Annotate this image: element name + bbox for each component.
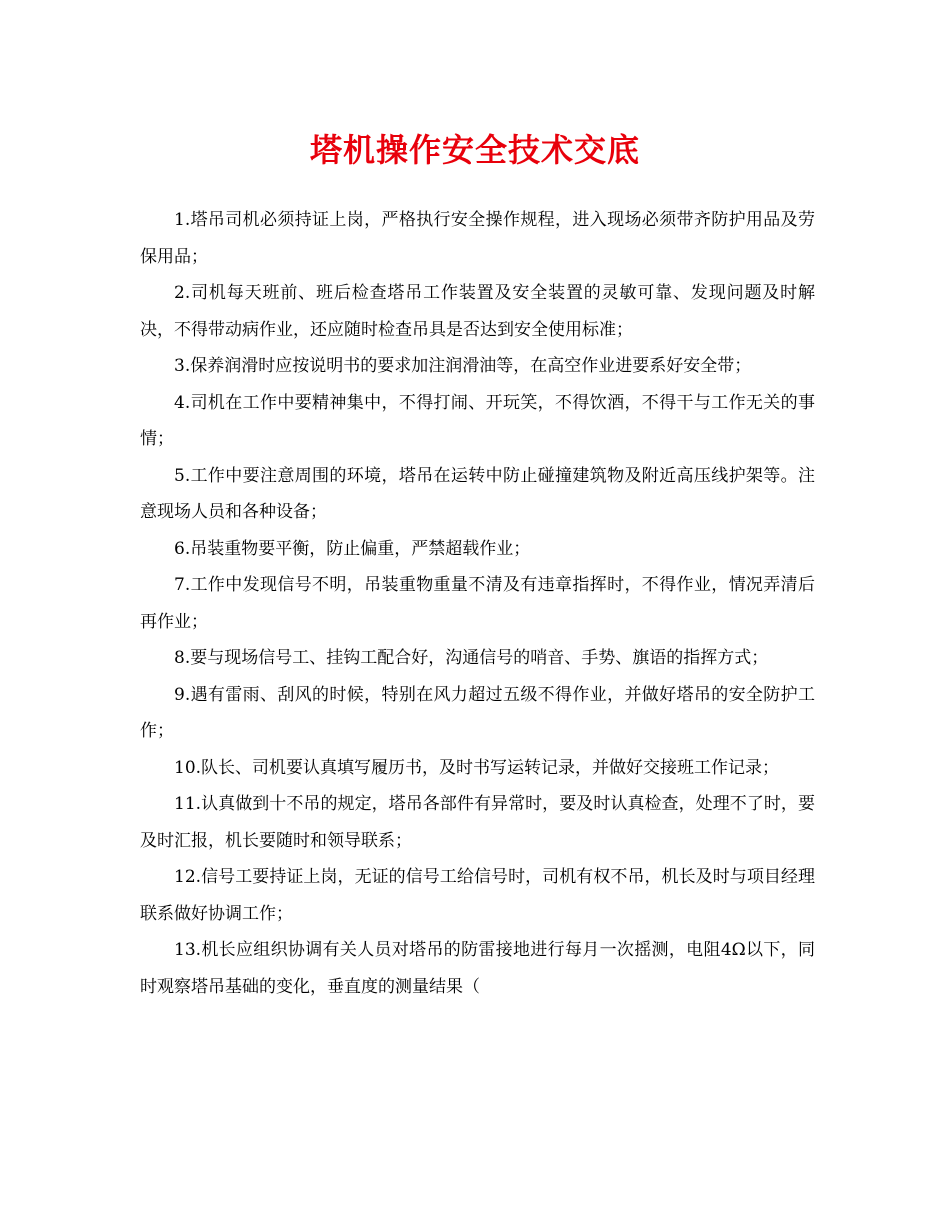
paragraph-10: 10.队长、司机要认真填写履历书，及时书写运转记录，并做好交接班工作记录； [174, 757, 780, 778]
paragraph-4: 4.司机在工作中要精神集中，不得打闹、开玩笑，不得饮酒，不得干与工作无关的事情； [140, 392, 815, 449]
paragraph-12: 12.信号工要持证上岗，无证的信号工给信号时，司机有权不吊，机长及时与项目经理联系做好协调工作； [140, 867, 815, 924]
paragraph-7: 7.工作中发现信号不明，吊装重物重量不清及有违章指挥时，不得作业，情况弄清后再作业； [140, 575, 815, 632]
paragraph-3: 3.保养润滑时应按说明书的要求加注润滑油等，在高空作业进要系好安全带； [174, 356, 752, 376]
paragraph-1: 1.塔吊司机必须持证上岗，严格执行安全操作规程，进入现场必须带齐防护用品及劳保用品； [140, 210, 815, 267]
paragraph-11: 11.认真做到十不吊的规定，塔吊各部件有异常时，要及时认真检查，处理不了时，要及时汇报，机长要随时和领导联系； [140, 794, 815, 851]
paragraph-9: 9.遇有雷雨、刮风的时候，特别在风力超过五级不得作业，并做好塔吊的安全防护工作； [140, 684, 815, 741]
paragraph-6: 6.吊装重物要平衡，防止偏重，严禁超载作业； [174, 538, 531, 559]
document-body [140, 202, 815, 1005]
document-title: 塔机操作安全技术交底 [309, 131, 640, 169]
paragraph-5: 5.工作中要注意周围的环境，塔吊在运转中防止碰撞建筑物及附近高压线护架等。注意现场人员和各种设备； [140, 465, 815, 522]
paragraph-8: 8.要与现场信号工、挂钩工配合好，沟通信号的哨音、手势、旗语的指挥方式； [174, 648, 769, 668]
paragraph-13: 13.机长应组织协调有关人员对塔吊的防雷接地进行每月一次摇测，电阻4Ω以下，同时观察塔吊基础的变化，垂直度的测量结果（ [140, 940, 815, 997]
paragraph-2: 2.司机每天班前、班后检查塔吊工作装置及安全装置的灵敏可靠、发现问题及时解决，不得带动病作业，还应随时检查吊具是否达到安全使用标准； [140, 283, 815, 340]
